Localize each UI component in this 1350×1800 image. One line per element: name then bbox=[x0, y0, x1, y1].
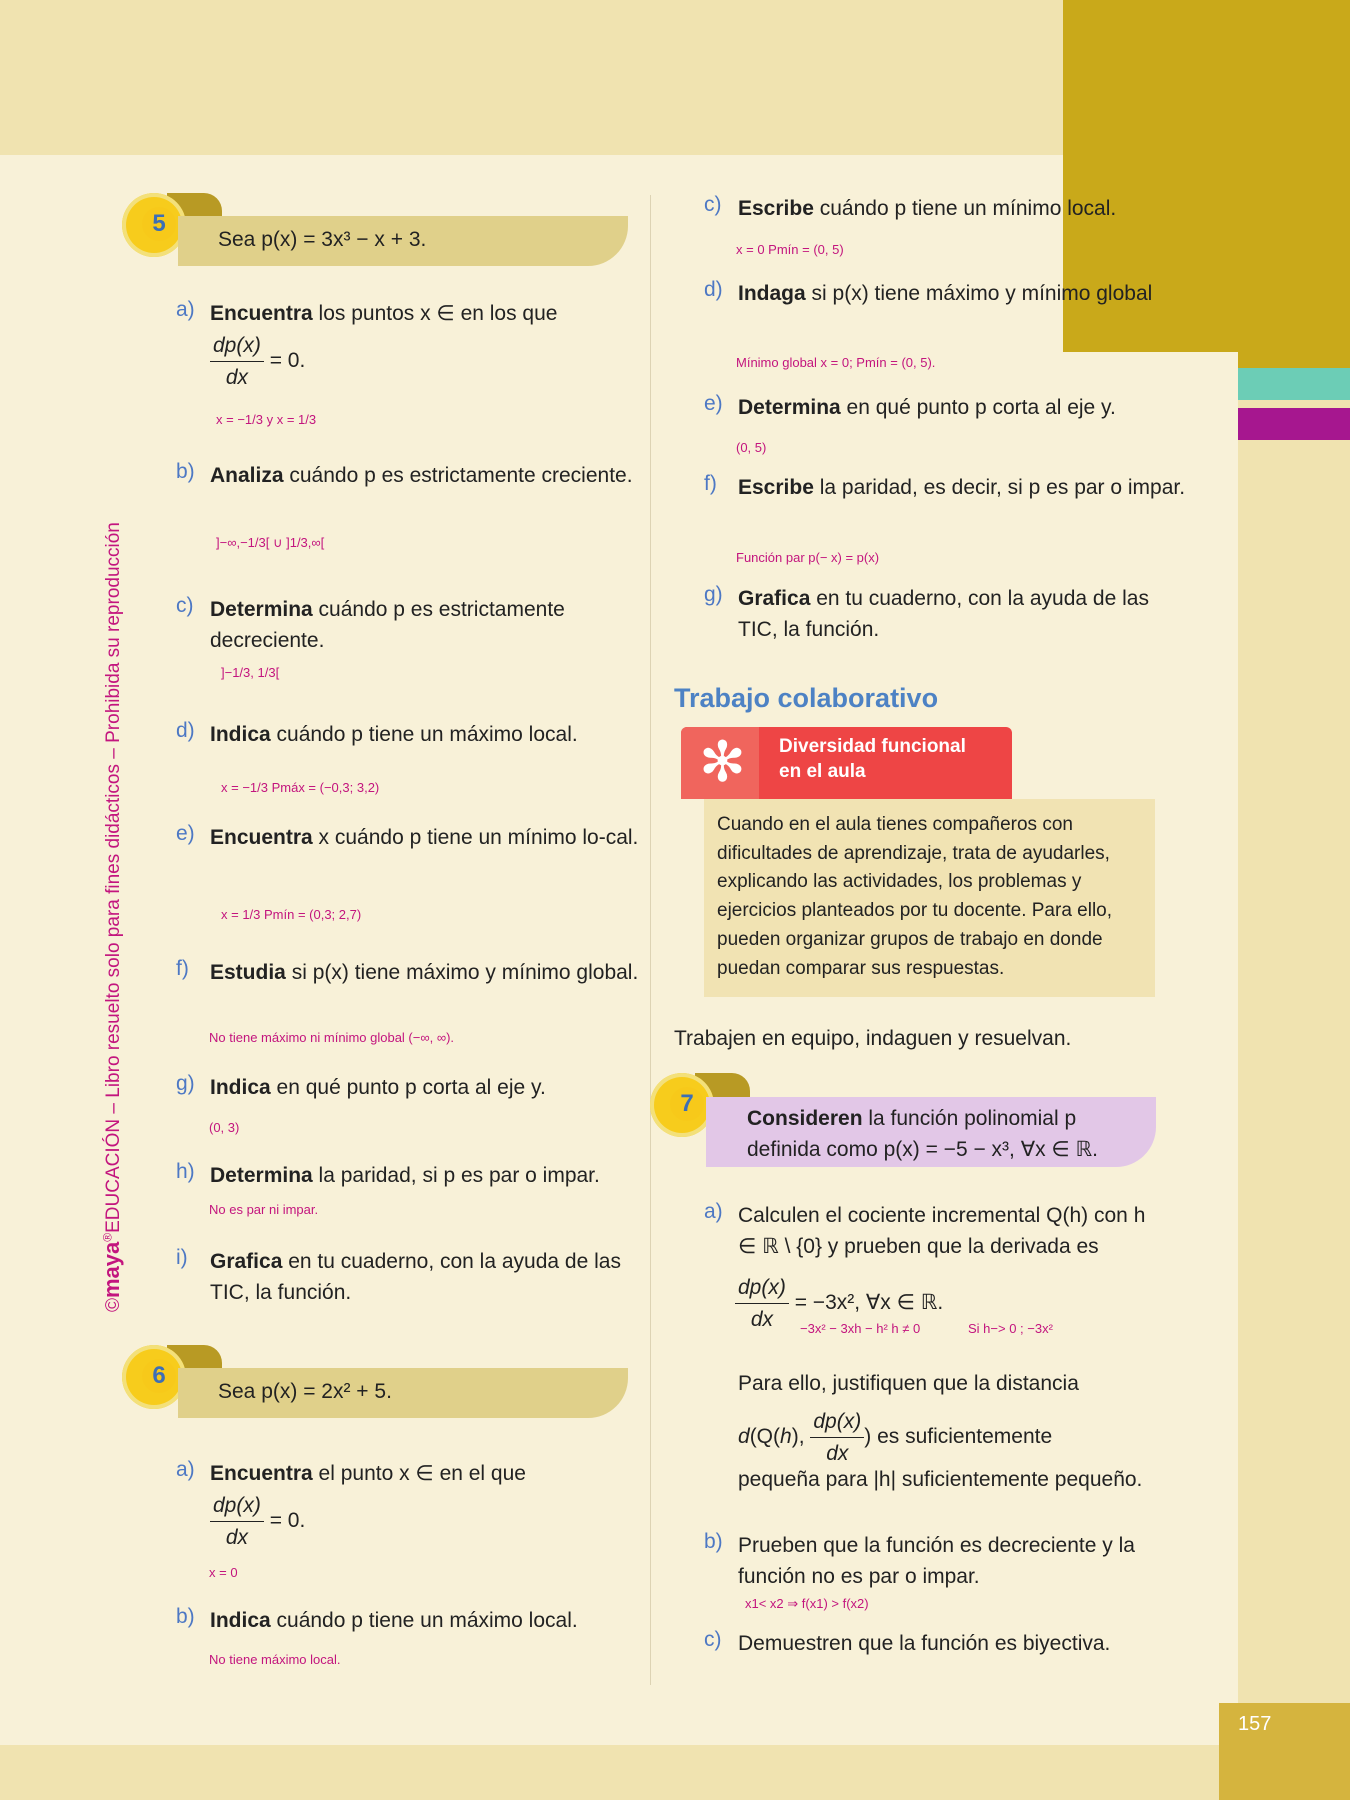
item-text bbox=[738, 278, 1188, 309]
item-text bbox=[738, 193, 1188, 224]
item-verb: Indica bbox=[210, 1076, 271, 1099]
item-body: cuándo p tiene un máximo local. bbox=[270, 1609, 578, 1632]
derivative-formula: $\frac{dp(x)}{dx}$ = 0. bbox=[210, 330, 305, 393]
item-text bbox=[210, 1246, 662, 1308]
item-label: d) bbox=[704, 278, 723, 301]
item-text bbox=[738, 583, 1188, 645]
item-verb: Indica bbox=[210, 1609, 271, 1632]
item-label: a) bbox=[176, 298, 195, 321]
item-text bbox=[210, 298, 662, 329]
item-verb: Grafica bbox=[738, 587, 811, 610]
exercise-statement: Sea p(x) = 3x³ − x + 3. bbox=[178, 216, 628, 266]
answer: x = −1/3 y x = 1/3 bbox=[216, 412, 317, 427]
item-label: i) bbox=[176, 1246, 188, 1269]
distance-formula: d(Q(h), $\frac{dp(x)}{dx}$ ) es suficientemente bbox=[738, 1406, 1052, 1469]
item-text bbox=[738, 472, 1188, 503]
answer: x = 0 Pmín = (0, 5) bbox=[736, 242, 844, 257]
item-verb: Indaga bbox=[738, 282, 806, 305]
item-body: en tu cuaderno, con la ayuda de las TIC, la función. bbox=[210, 1250, 621, 1304]
answer: (0, 3) bbox=[209, 1120, 240, 1135]
callout-body: Cuando en el aula tienes compañeros con dificultades de aprendizaje, trata de ayudarles, explicando las actividades, los problemas y ejercicios planteados por tu docente. Para ello, pueden organizar grupos de trabajo en donde puedan comparar sus respuestas. bbox=[704, 799, 1155, 997]
derivative-formula: $\frac{dp(x)}{dx}$ = −3x², ∀x ∈ ℝ. bbox=[735, 1272, 943, 1335]
teal-tab bbox=[1238, 368, 1350, 400]
item-body: el punto x ∈ en el que bbox=[312, 1462, 526, 1485]
callout-title: Diversidad funcional en el aula bbox=[779, 736, 966, 782]
item-body: si p(x) tiene máximo y mínimo global bbox=[805, 282, 1153, 305]
item-body: cuándo p tiene un máximo local. bbox=[270, 723, 578, 746]
item-body: cuándo p tiene un mínimo local. bbox=[813, 197, 1117, 220]
answer: Función par p(− x) = p(x) bbox=[736, 550, 880, 565]
item-verb: Estudia bbox=[210, 961, 286, 984]
item-verb: Determina bbox=[210, 598, 313, 621]
item-text bbox=[210, 822, 662, 853]
item-body: cuándo p es estrictamente decreciente. bbox=[210, 598, 565, 652]
item-label: e) bbox=[704, 392, 723, 415]
item-label: f) bbox=[704, 472, 717, 495]
item-verb: Indica bbox=[210, 723, 271, 746]
answer: ]−∞,−1/3[ ∪ ]1/3,∞[ bbox=[216, 535, 325, 550]
item-body: cuándo p es estrictamente creciente. bbox=[283, 464, 633, 487]
item-label: b) bbox=[176, 1605, 195, 1628]
instruction: Trabajen en equipo, indaguen y resuelvan. bbox=[674, 1027, 1072, 1050]
asterisk-icon: ✻ bbox=[681, 727, 759, 799]
exercise-badge: 5 bbox=[122, 193, 192, 263]
derivative-formula: $\frac{dp(x)}{dx}$ = 0. bbox=[210, 1490, 305, 1553]
item-label: e) bbox=[176, 822, 195, 845]
item-label: g) bbox=[704, 583, 723, 606]
item-text bbox=[210, 1458, 662, 1489]
sidebar-copyright: ©maya®EDUCACIÓN – Libro resuelto solo para fines didácticos – Prohibida su reproducción bbox=[99, 522, 124, 1312]
item-verb: Encuentra bbox=[210, 826, 313, 849]
item-text: Calculen el cociente incremental Q(h) con h ∈ ℝ \ {0} y prueben que la derivada es bbox=[738, 1204, 1146, 1258]
item-text bbox=[210, 1160, 662, 1191]
item-label: b) bbox=[176, 460, 195, 483]
answer: −3x² − 3xh − h² h ≠ 0 bbox=[800, 1321, 921, 1336]
item-verb: Grafica bbox=[210, 1250, 283, 1273]
item-text bbox=[210, 460, 662, 491]
item-verb: Encuentra bbox=[210, 1462, 313, 1485]
item-text bbox=[210, 957, 662, 988]
item-text bbox=[210, 594, 662, 656]
answer: (0, 5) bbox=[736, 440, 767, 455]
gold-band bbox=[1238, 352, 1350, 368]
answer: Si h−> 0 ; −3x² bbox=[968, 1321, 1053, 1336]
item-verb: Encuentra bbox=[210, 302, 313, 325]
item-text bbox=[210, 1605, 662, 1636]
exercise-badge: 6 bbox=[122, 1345, 192, 1415]
item-text: Demuestren que la función es biyectiva. bbox=[738, 1632, 1111, 1655]
item-label: a) bbox=[704, 1200, 723, 1223]
item-text bbox=[210, 1072, 662, 1103]
item-verb: Escribe bbox=[738, 476, 814, 499]
section-title: Trabajo colaborativo bbox=[674, 683, 939, 713]
item-label: c) bbox=[704, 193, 722, 216]
item-verb: Determina bbox=[210, 1164, 313, 1187]
item-body: la paridad, es decir, si p es par o impar. bbox=[813, 476, 1186, 499]
item-verb: Determina bbox=[738, 396, 841, 419]
exercise-statement: Sea p(x) = 2x² + 5. bbox=[178, 1368, 628, 1418]
item-text: Prueben que la función es decreciente y la función no es par o impar. bbox=[738, 1534, 1135, 1588]
answer: No tiene máximo ni mínimo global (−∞, ∞). bbox=[209, 1030, 455, 1045]
answer: x1< x2 ⇒ f(x1) > f(x2) bbox=[745, 1596, 869, 1611]
item-body: la paridad, si p es par o impar. bbox=[312, 1164, 600, 1187]
item-label: h) bbox=[176, 1160, 195, 1183]
item-body: x cuándo p tiene un mínimo lo-cal. bbox=[312, 826, 639, 849]
answer: No tiene máximo local. bbox=[209, 1652, 341, 1667]
item-label: b) bbox=[704, 1530, 723, 1553]
answer: Mínimo global x = 0; Pmín = (0, 5). bbox=[736, 355, 936, 370]
item-body: en tu cuaderno, con la ayuda de las TIC, la función. bbox=[738, 587, 1149, 641]
item-text: Para ello, justifiquen que la distancia bbox=[738, 1372, 1079, 1395]
item-label: g) bbox=[176, 1072, 195, 1095]
item-text: pequeña para |h| suficientemente pequeño. bbox=[738, 1468, 1143, 1491]
item-body: en qué punto p corta al eje y. bbox=[840, 396, 1116, 419]
answer: x = 0 bbox=[209, 1565, 238, 1580]
item-body: en qué punto p corta al eje y. bbox=[270, 1076, 546, 1099]
item-label: c) bbox=[704, 1628, 722, 1651]
exercise-badge: 7 bbox=[650, 1073, 720, 1143]
exercise-7-statement: Consideren la función polinomial p definida como p(x) = −5 − x³, ∀x ∈ ℝ. bbox=[747, 1107, 1099, 1161]
item-label: f) bbox=[176, 957, 189, 980]
item-text bbox=[210, 719, 662, 750]
item-body: si p(x) tiene máximo y mínimo global. bbox=[285, 961, 639, 984]
answer: ]−1/3, 1/3[ bbox=[221, 665, 280, 680]
item-verb: Analiza bbox=[210, 464, 284, 487]
magenta-tab bbox=[1238, 408, 1350, 440]
item-body: los puntos x ∈ en los que bbox=[312, 302, 558, 325]
answer: x = 1/3 Pmín = (0,3; 2,7) bbox=[221, 907, 362, 922]
item-label: d) bbox=[176, 719, 195, 742]
answer: x = −1/3 Pmáx = (−0,3; 3,2) bbox=[221, 780, 380, 795]
item-label: a) bbox=[176, 1458, 195, 1481]
page-number: 157 bbox=[1238, 1713, 1272, 1735]
item-label: c) bbox=[176, 594, 194, 617]
item-verb: Escribe bbox=[738, 197, 814, 220]
item-text bbox=[738, 392, 1188, 423]
answer: No es par ni impar. bbox=[209, 1202, 319, 1217]
